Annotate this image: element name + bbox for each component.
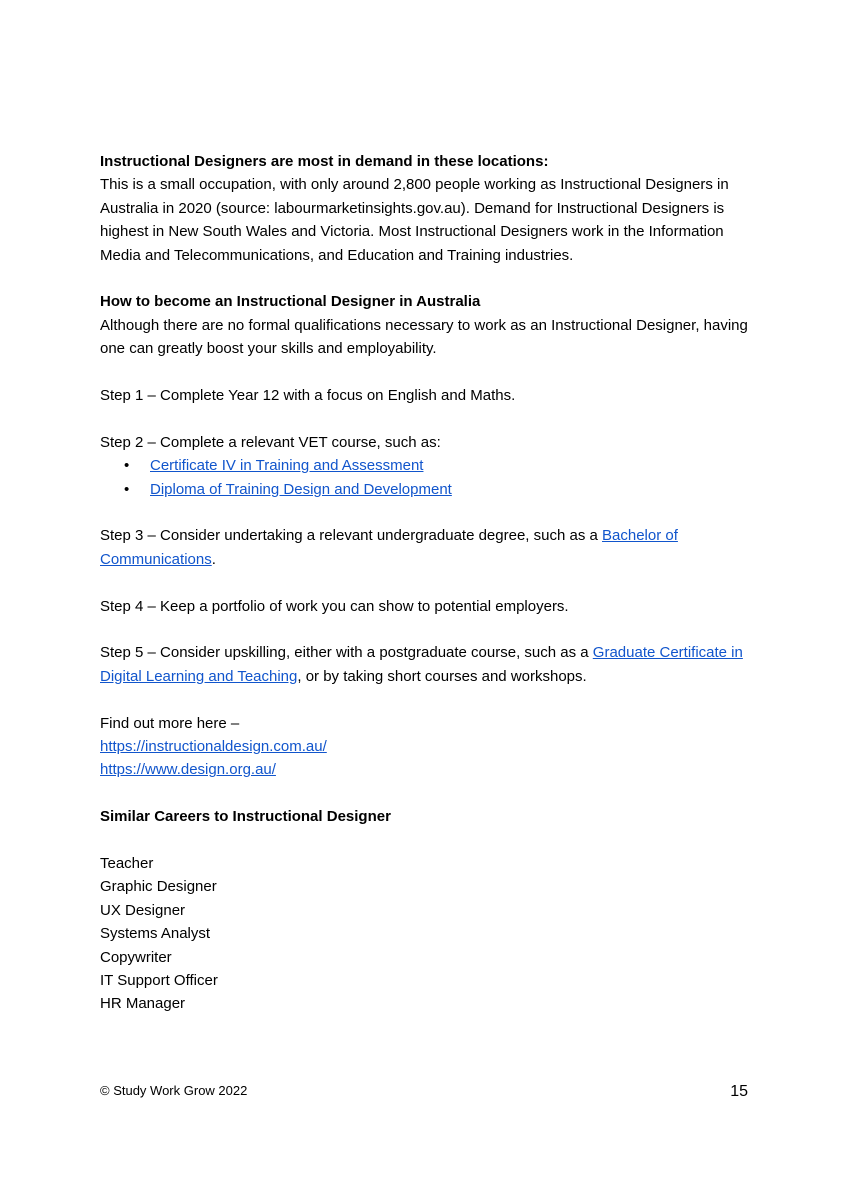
list-item: UX Designer — [100, 901, 186, 919]
step-3 — [100, 524, 760, 571]
spacer — [100, 782, 760, 805]
certificate-iv-link[interactable]: Certificate IV in Training and Assessment — [150, 457, 424, 475]
become-heading: How to become an Instructional Designer in Australia — [100, 293, 481, 311]
bullet-icon: • — [124, 480, 130, 498]
list-item: Graphic Designer — [100, 878, 217, 896]
list-item: Teacher — [100, 855, 154, 873]
list-item — [100, 478, 760, 501]
list-item: Systems Analyst — [100, 925, 211, 943]
link-row — [100, 735, 760, 758]
list-item: Copywriter — [100, 948, 172, 966]
step-5 — [100, 641, 760, 688]
list-item — [100, 454, 760, 477]
spacer — [100, 501, 760, 524]
document-page — [100, 150, 760, 1016]
step-3-end: . — [211, 550, 216, 568]
step-1: Step 1 – Complete Year 12 with a focus on English and Maths. — [100, 387, 516, 405]
link-row — [100, 758, 760, 781]
spacer — [100, 688, 760, 711]
spacer — [100, 618, 760, 641]
step-2-intro: Step 2 – Complete a relevant VET course, such as: — [100, 433, 441, 451]
instructionaldesign-link[interactable]: https://instructionaldesign.com.au/ — [100, 738, 327, 756]
step-3-text: Step 3 – Consider undertaking a relevant undergraduate degree, such as a — [100, 527, 603, 545]
spacer — [100, 267, 760, 290]
spacer — [100, 361, 760, 384]
list-item: HR Manager — [100, 995, 186, 1013]
vet-course-list — [100, 454, 760, 501]
diploma-link[interactable]: Diploma of Training Design and Development — [150, 480, 452, 498]
footer-copyright: © Study Work Grow 2022 — [100, 1083, 248, 1098]
list-item: IT Support Officer — [100, 972, 218, 990]
graduate-certificate-link[interactable]: Graduate Certificate in Digital Learning and Teaching — [100, 644, 743, 685]
page-number: 15 — [730, 1083, 748, 1100]
spacer — [100, 407, 760, 430]
spacer — [100, 571, 760, 594]
similar-careers-heading: Similar Careers to Instructional Designer — [100, 808, 391, 826]
step-4: Step 4 – Keep a portfolio of work you can show to potential employers. — [100, 597, 569, 615]
demand-heading: Instructional Designers are most in demand in these locations: — [100, 153, 549, 170]
step-5-text: Step 5 – Consider upskilling, either with a postgraduate course, such as a — [100, 644, 593, 662]
become-paragraph: Although there are no formal qualifications necessary to work as an Instructional Designer, having one can greatly boost your skills and employability. — [100, 316, 748, 358]
spacer — [100, 829, 760, 852]
bachelor-communications-link[interactable]: Bachelor of Communications — [100, 527, 678, 568]
step-5-end: , or by taking short courses and workshops. — [297, 667, 587, 685]
demand-paragraph: This is a small occupation, with only around 2,800 people working as Instructional Designers in Australia in 2020 (source: labourmarketinsights.gov.au). Demand for Instructional Designers is highest in New South Wales and Victoria. Most Instructional Designers work in the Information Media and Telecommunications, and Education and Training industries. — [100, 176, 729, 264]
careers-list — [100, 852, 760, 1016]
find-out-more-label: Find out more here – — [100, 714, 240, 732]
bullet-icon: • — [124, 457, 130, 475]
design-org-link[interactable]: https://www.design.org.au/ — [100, 761, 276, 779]
